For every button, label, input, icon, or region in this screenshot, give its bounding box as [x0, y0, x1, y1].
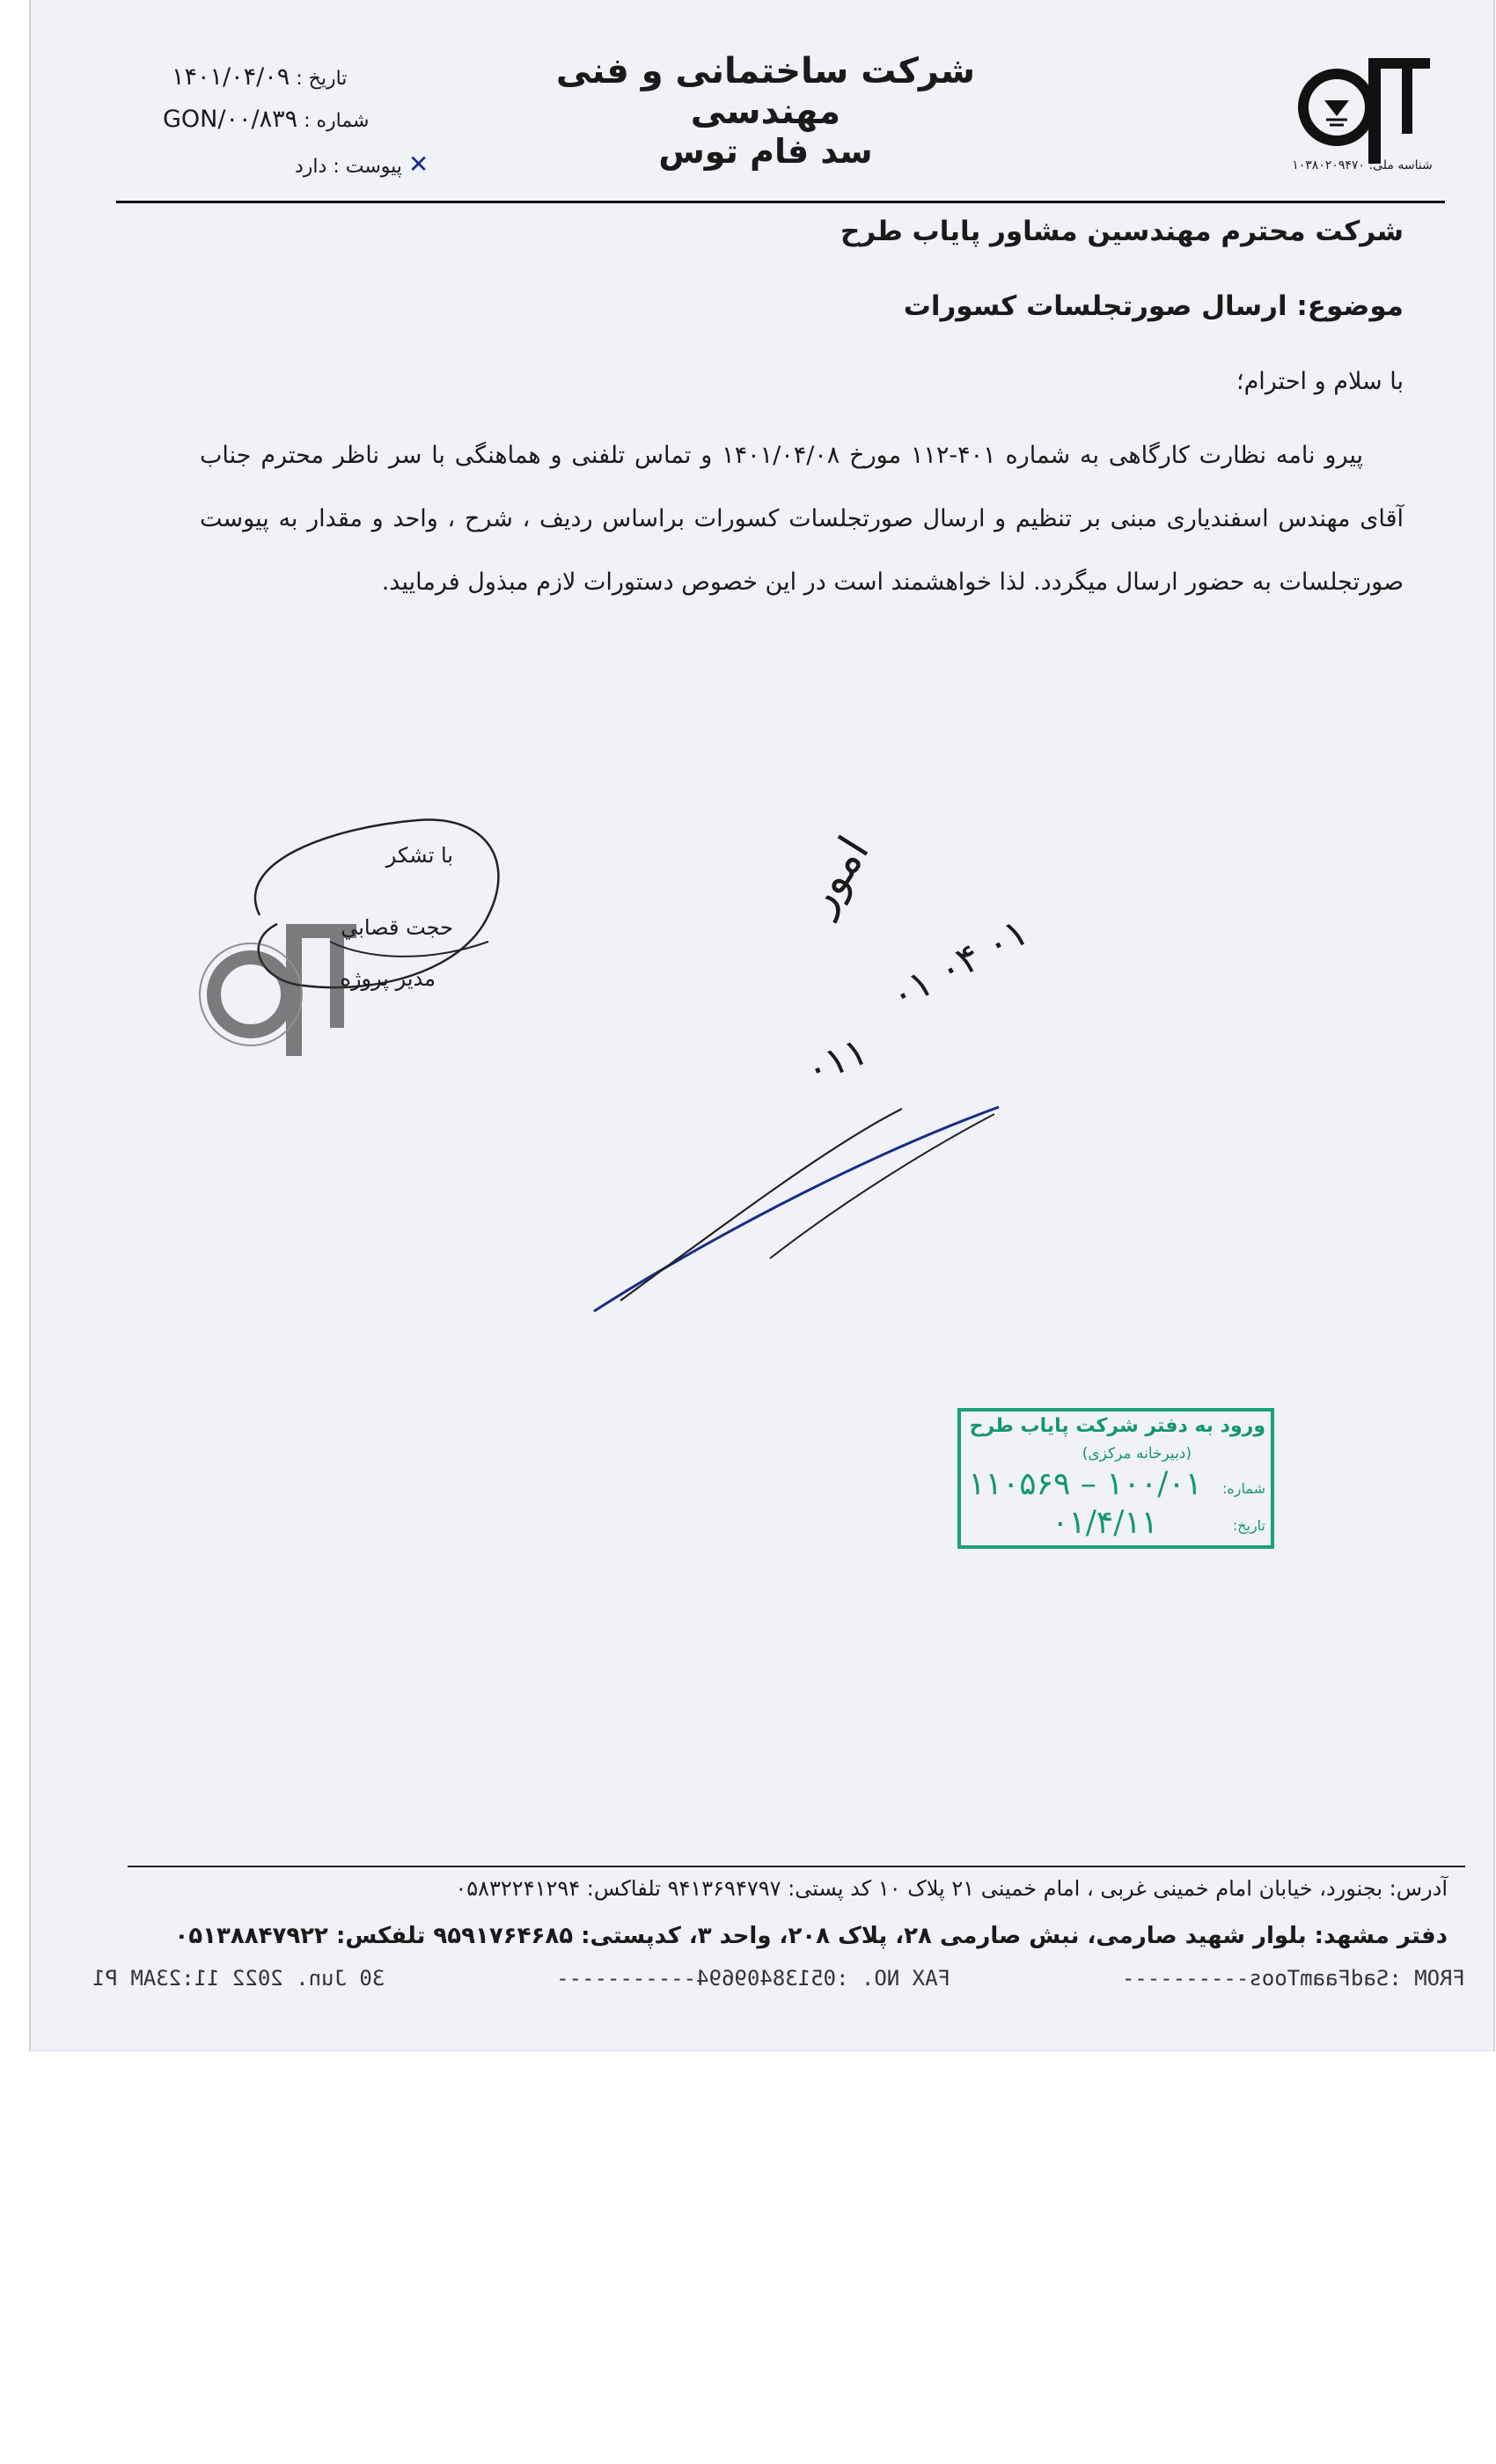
letter-sheet: [29, 0, 1495, 2051]
date-row: [172, 63, 347, 91]
letter-body: [200, 424, 1404, 614]
handwritten-stroke: [585, 1091, 1016, 1346]
fax-time: 30 Jun. 2022 11:23AM P1: [92, 1966, 385, 1991]
fax-from: FROM :SadFaamToos----------: [1121, 1966, 1465, 1991]
subject-line: موضوع: ارسال صورتجلسات کسورات: [903, 290, 1404, 322]
registration-number: شناسه ملی: ۱۰۳۸۰۲۰۹۴۷۰: [1292, 158, 1433, 172]
attachment-label: پیوست :: [333, 156, 402, 178]
stamp-date-value: ۰۱/۴/۱۱: [1052, 1505, 1158, 1541]
number-value: GON/۰۰/۸۳۹: [163, 106, 298, 133]
handwritten-note-2: ۰۱ ۰۴ ۰۱: [882, 909, 1036, 1019]
signatory-name: حجت قصابي: [341, 915, 453, 940]
attachment-value: دارد: [295, 156, 327, 178]
footer-divider: [128, 1866, 1465, 1867]
addressee: شرکت محترم مهندسین مشاور پایاب طرح: [840, 216, 1404, 247]
address-line-2: دفتر مشهد: بلوار شهید صارمی، نبش صارمی ۲۸، پلاک ۲۰۸، واحد ۳، کدپستی: ۹۵۹۱۷۶۴۶۸۵ تلفکس: ۰۵۱۳۸۸۴۷۹۲۲: [174, 1923, 1448, 1949]
signature-thanks: با تشکر: [385, 843, 453, 868]
stamp-subtitle: (دبیرخانه مرکزی): [1082, 1445, 1192, 1463]
signatory-title: مدیر پروژه: [340, 966, 436, 991]
handwritten-note-1: امور: [793, 827, 879, 922]
header-divider: [116, 201, 1445, 203]
number-label: شماره :: [304, 110, 370, 132]
company-name: شرکت ساختمانی و فنی مهندسی: [555, 51, 976, 132]
attachment-check-icon: ✕: [407, 150, 429, 179]
fax-number: FAX NO. :05138409694-----------: [556, 1966, 951, 1991]
address-line-1: آدرس: بجنورد، خیابان امام خمینی غربی ، امام خمینی ۲۱ پلاک ۱۰ کد پستی: ۹۴۱۳۶۹۴۷۹۷ تلفاکس: ۰۵۸۳۲۲۴۱۲۹۴: [455, 1876, 1448, 1901]
handwritten-note-3: ۰۱۱: [799, 1028, 874, 1094]
reception-stamp: [957, 1408, 1274, 1549]
letter-body-text: پیرو نامه نظارت کارگاهی به شماره ۴۰۱-۱۱۲ مورخ ۱۴۰۱/۰۴/۰۸ و تماس تلفنی و هماهنگی با سر ناظر محترم جناب آقای مهندس اسفندیاری مبنی بر تنظیم و ارسال صورتجلسات کسورات براساس ردیف ، شرح ، واحد و مقدار به پیوست صورتجلسات به حضور ارسال میگردد. لذا خواهشمند است در این خصوص دستورات لازم مبذول فرمایید.: [200, 442, 1404, 596]
date-value: ۱۴۰۱/۰۴/۰۹: [172, 63, 290, 91]
date-label: تاریخ :: [296, 68, 348, 90]
stamp-title: ورود به دفتر شرکت پایاب طرح: [969, 1415, 1265, 1437]
company-sub-name: سد فام توس: [658, 132, 873, 171]
stamp-date-label: تاریخ:: [1232, 1517, 1265, 1534]
number-row: [163, 106, 370, 133]
stamp-number-label: شماره:: [1221, 1480, 1265, 1497]
attachment-row: [295, 150, 429, 179]
stamp-number-value: ۱۰۰/۰۱ – ۱۱۰۵۶۹: [968, 1466, 1202, 1502]
greeting: با سلام و احترام؛: [1236, 368, 1404, 395]
fax-header: [92, 1966, 1465, 1991]
